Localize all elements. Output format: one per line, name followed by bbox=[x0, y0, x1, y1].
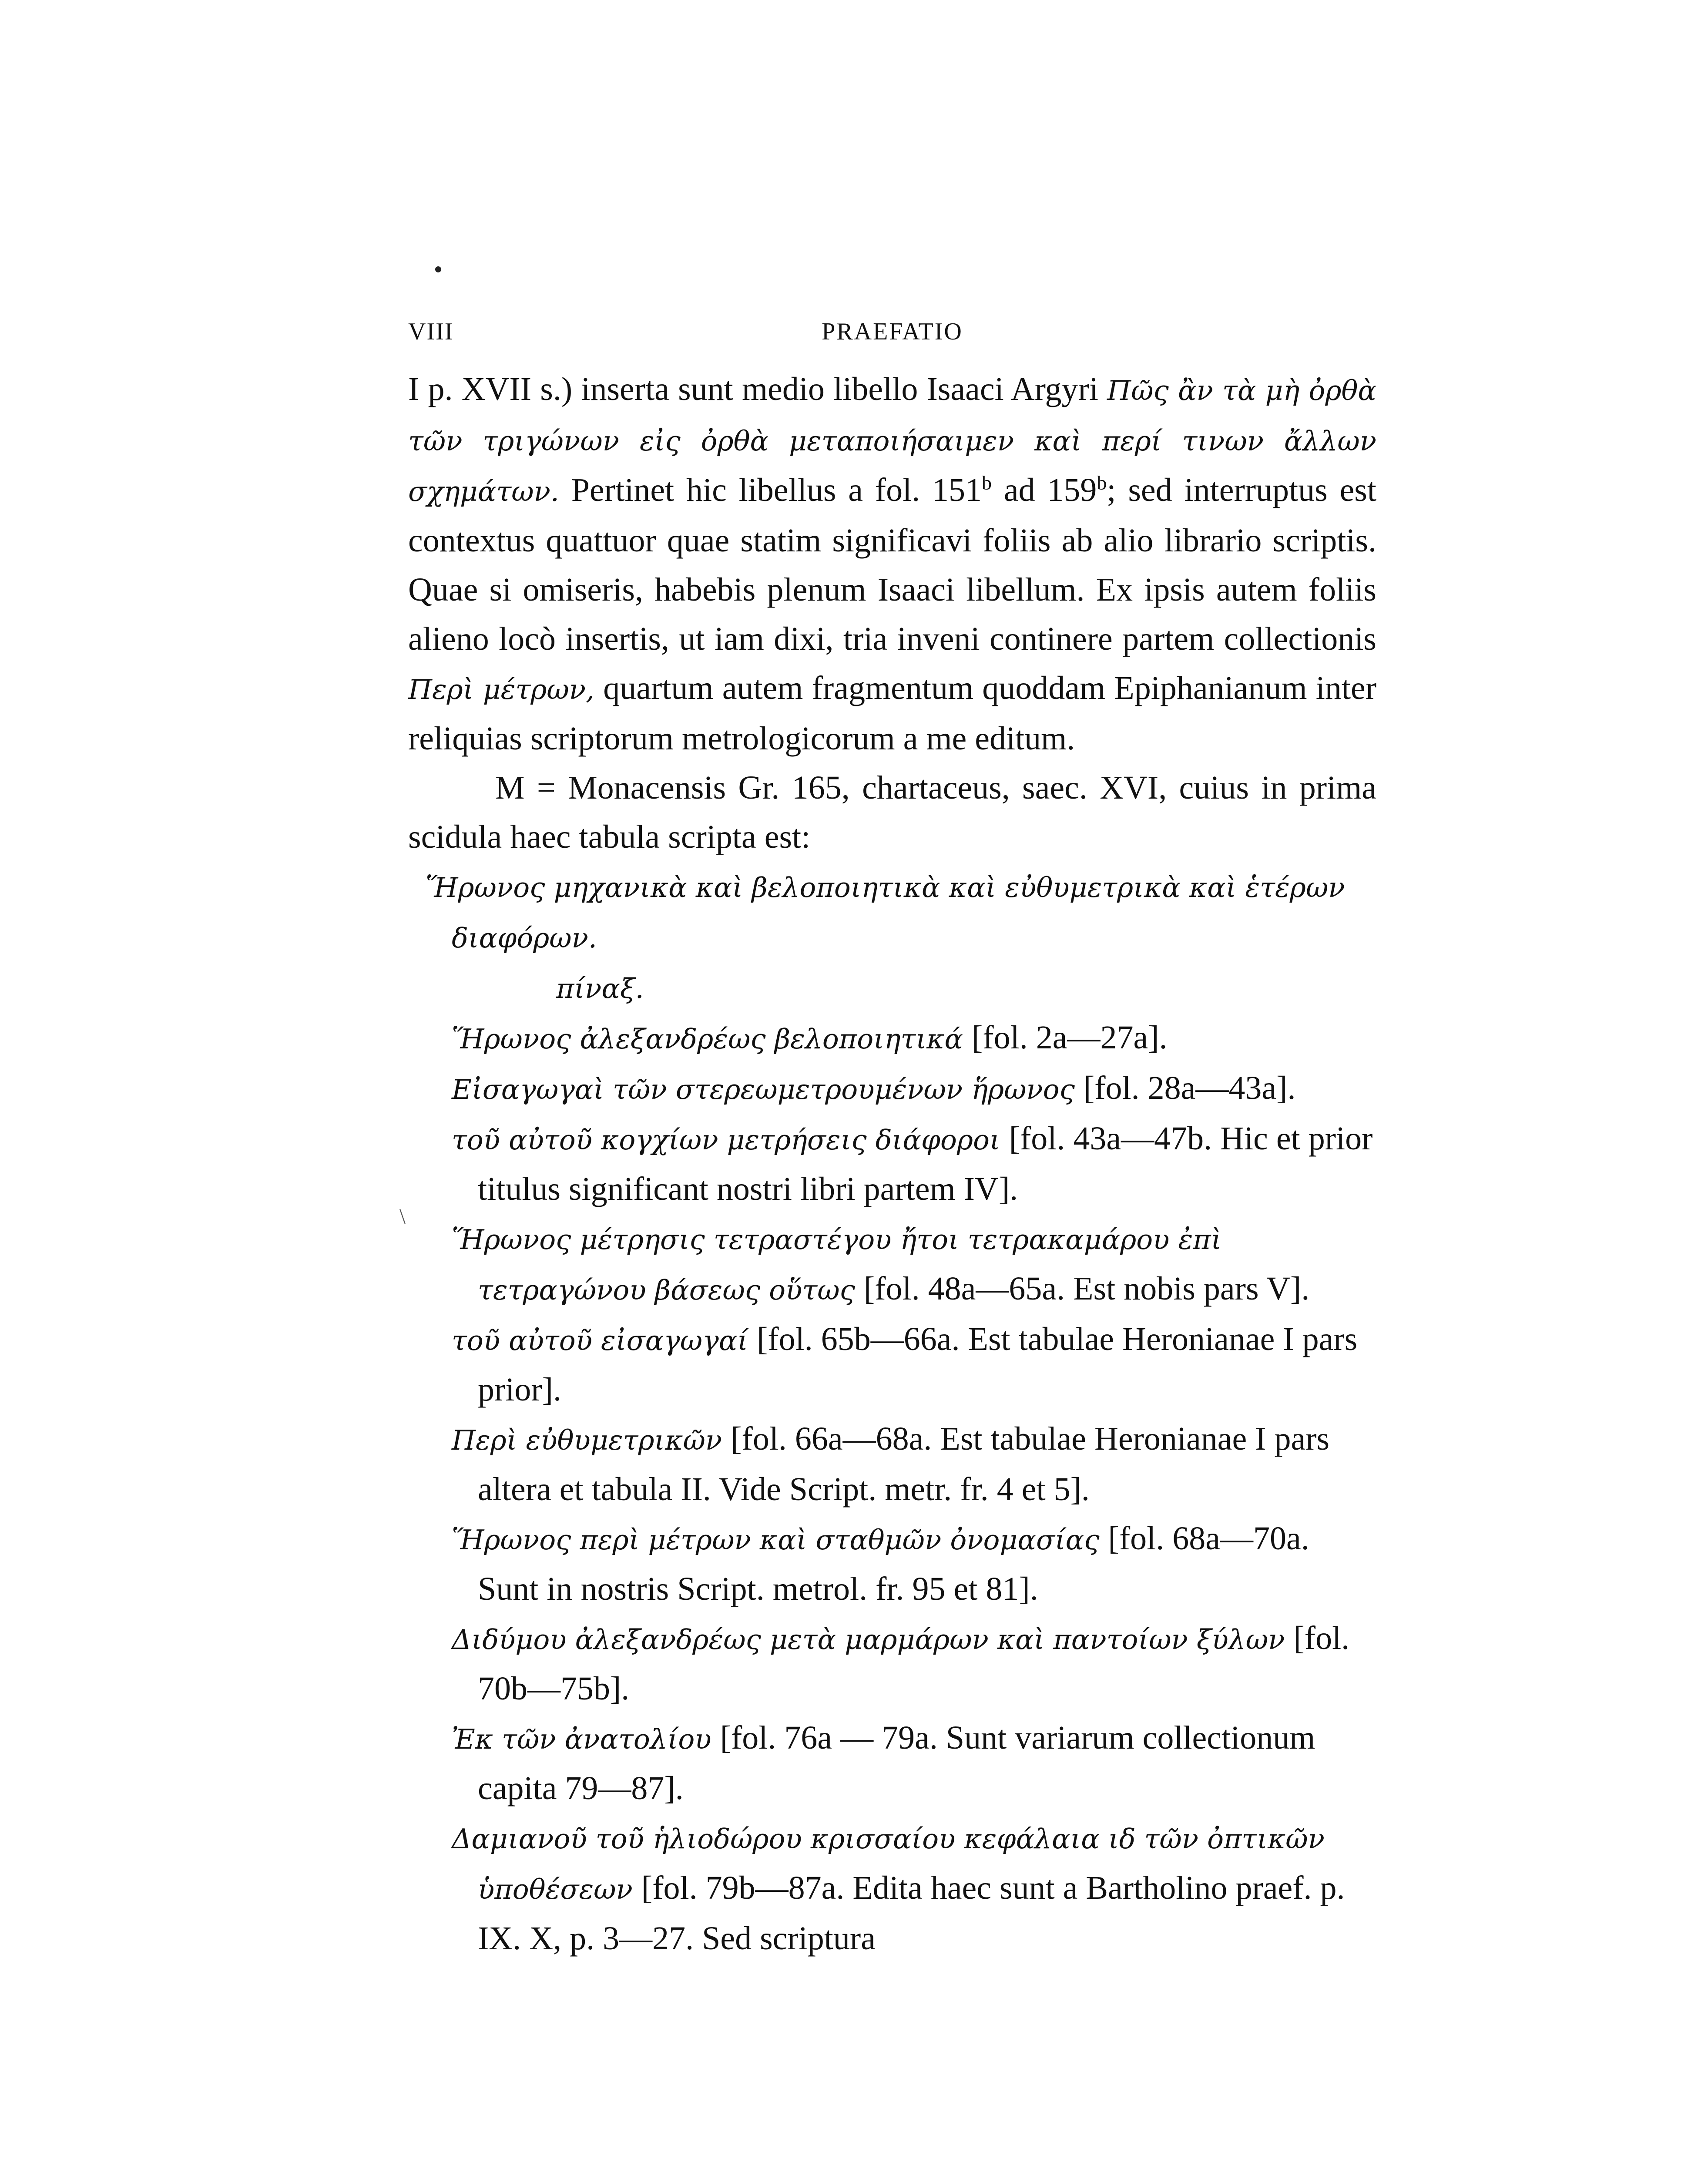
entry-latin: [fol. 66a—68a. Est tabulae Heronianae I pars altera et tabula II. Vide Script. metr. fr. 4 et 5]. bbox=[478, 1420, 1330, 1508]
list-item bbox=[452, 1514, 1376, 1614]
entry-latin: [fol. 65b—66a. Est tabulae Heronianae I pars prior]. bbox=[478, 1321, 1358, 1408]
entry-latin: [fol. 48a—65a. Est nobis pars V]. bbox=[863, 1270, 1310, 1307]
entry-greek: Περὶ εὐθυμετρικῶν bbox=[452, 1424, 731, 1456]
entry-greek: Εἰσαγωγαὶ τῶν στερεωμετρουμένων ἥρωνος bbox=[452, 1074, 1084, 1105]
entry-greek: Ἥρωνος περὶ μέτρων καὶ σταθμῶν ὀνομασίας bbox=[452, 1524, 1108, 1556]
entry-latin: [fol. 43a—47b. Hic et prior titulus significant nostri libri partem IV]. bbox=[478, 1120, 1373, 1207]
p1-greek-title: Πῶς ἂν τὰ μὴ ὀρθὰ τῶν τριγώνων εἰς ὀρθὰ μεταποιήσαιμεν καὶ περί τινων ἄλλων σχημάτων. bbox=[408, 375, 1376, 507]
list-item bbox=[452, 1614, 1376, 1713]
paragraph-1 bbox=[408, 365, 1376, 763]
table-title-greek: Ἥρωνος μηχανικὰ καὶ βελοποιητικὰ καὶ εὐθυμετρικὰ καὶ ἑτέρων διαφόρων. bbox=[426, 872, 1345, 954]
p1-sup-1: b bbox=[982, 471, 992, 494]
p1-text-4: ; sed interruptus est contextus quattuor quae statim significavi foliis ab alio librario scriptis. Quae si omiseris, habebis plenum Isaaci libellum. Ex ipsis autem foliis alieno locò insertis, ut iam dixi, tria inveni continere partem collectionis bbox=[408, 472, 1376, 657]
main-text bbox=[408, 365, 1376, 1963]
p1-text-3: ad 159 bbox=[992, 472, 1097, 508]
list-item bbox=[452, 1064, 1376, 1114]
running-title: PRAEFATIO bbox=[822, 318, 963, 345]
entry-latin: [fol. 2a—27a]. bbox=[972, 1019, 1168, 1056]
pinax-label: πίναξ. bbox=[556, 973, 644, 1004]
p1-text-2: Pertinet hic libellus a fol. 151 bbox=[559, 472, 982, 508]
entry-greek: Ἐκ τῶν ἀνατολίου bbox=[452, 1723, 720, 1755]
entry-latin: [fol. 76a — 79a. Sunt variarum collectionum capita 79—87]. bbox=[478, 1719, 1315, 1807]
list-item bbox=[452, 1315, 1376, 1414]
entry-greek: Ἥρωνος μέτρησις τετραστέγου ἤτοι τετρακαμάρου ἐπὶ τετραγώνου βάσεως οὕτως bbox=[452, 1224, 1222, 1306]
p1-text-1: I p. XVII s.) inserta sunt medio libello Isaaci Argyri bbox=[408, 371, 1107, 407]
list-item bbox=[452, 1414, 1376, 1514]
paragraph-2: M = Monacensis Gr. 165, chartaceus, saec. XVI, cuius in prima scidula haec tabula scripta est: bbox=[408, 769, 1376, 855]
table-title bbox=[426, 862, 1376, 963]
entry-latin: [fol. 70b—75b]. bbox=[478, 1620, 1350, 1707]
list-item bbox=[452, 1013, 1376, 1064]
ink-dot bbox=[435, 266, 441, 272]
p1-sup-2: b bbox=[1097, 471, 1107, 494]
page-number: VIII bbox=[408, 318, 454, 345]
table-pinax bbox=[408, 963, 1376, 1013]
list-item bbox=[452, 1114, 1376, 1214]
p1-greek-peri-metron: Περὶ μέτρων, bbox=[408, 674, 595, 705]
entry-greek: τοῦ αὐτοῦ εἰσαγωγαί bbox=[452, 1325, 757, 1357]
list-item bbox=[452, 1214, 1376, 1315]
stray-mark: \ bbox=[399, 1204, 406, 1228]
entry-greek: τοῦ αὐτοῦ κογχίων μετρήσεις διάφοροι bbox=[452, 1124, 1009, 1156]
entry-greek: Δαμιανοῦ τοῦ ἡλιοδώρου κρισσαίου κεφάλαια ιδ τῶν ὀπτικῶν ὑποθέσεων bbox=[452, 1823, 1325, 1905]
page-header bbox=[408, 318, 1376, 357]
entry-latin: [fol. 28a—43a]. bbox=[1083, 1070, 1296, 1106]
entry-latin: [fol. 79b—87a. Edita haec sunt a Bartholino praef. p. IX. X, p. 3—27. Sed scriptura bbox=[478, 1870, 1345, 1957]
list-item bbox=[452, 1813, 1376, 1963]
entry-latin: [fol. 68a—70a. Sunt in nostris Script. metrol. fr. 95 et 81]. bbox=[478, 1520, 1309, 1607]
entry-greek: Ἥρωνος ἀλεξανδρέως βελοποιητικά bbox=[452, 1023, 972, 1055]
p1-text-5: quartum autem fragmentum quoddam Epiphanianum inter reliquias scriptorum metrologicorum a me editum. bbox=[408, 670, 1377, 757]
list-item bbox=[452, 1713, 1376, 1813]
entry-greek: Διδύμου ἀλεξανδρέως μετὰ μαρμάρων καὶ παντοίων ξύλων bbox=[452, 1624, 1294, 1656]
